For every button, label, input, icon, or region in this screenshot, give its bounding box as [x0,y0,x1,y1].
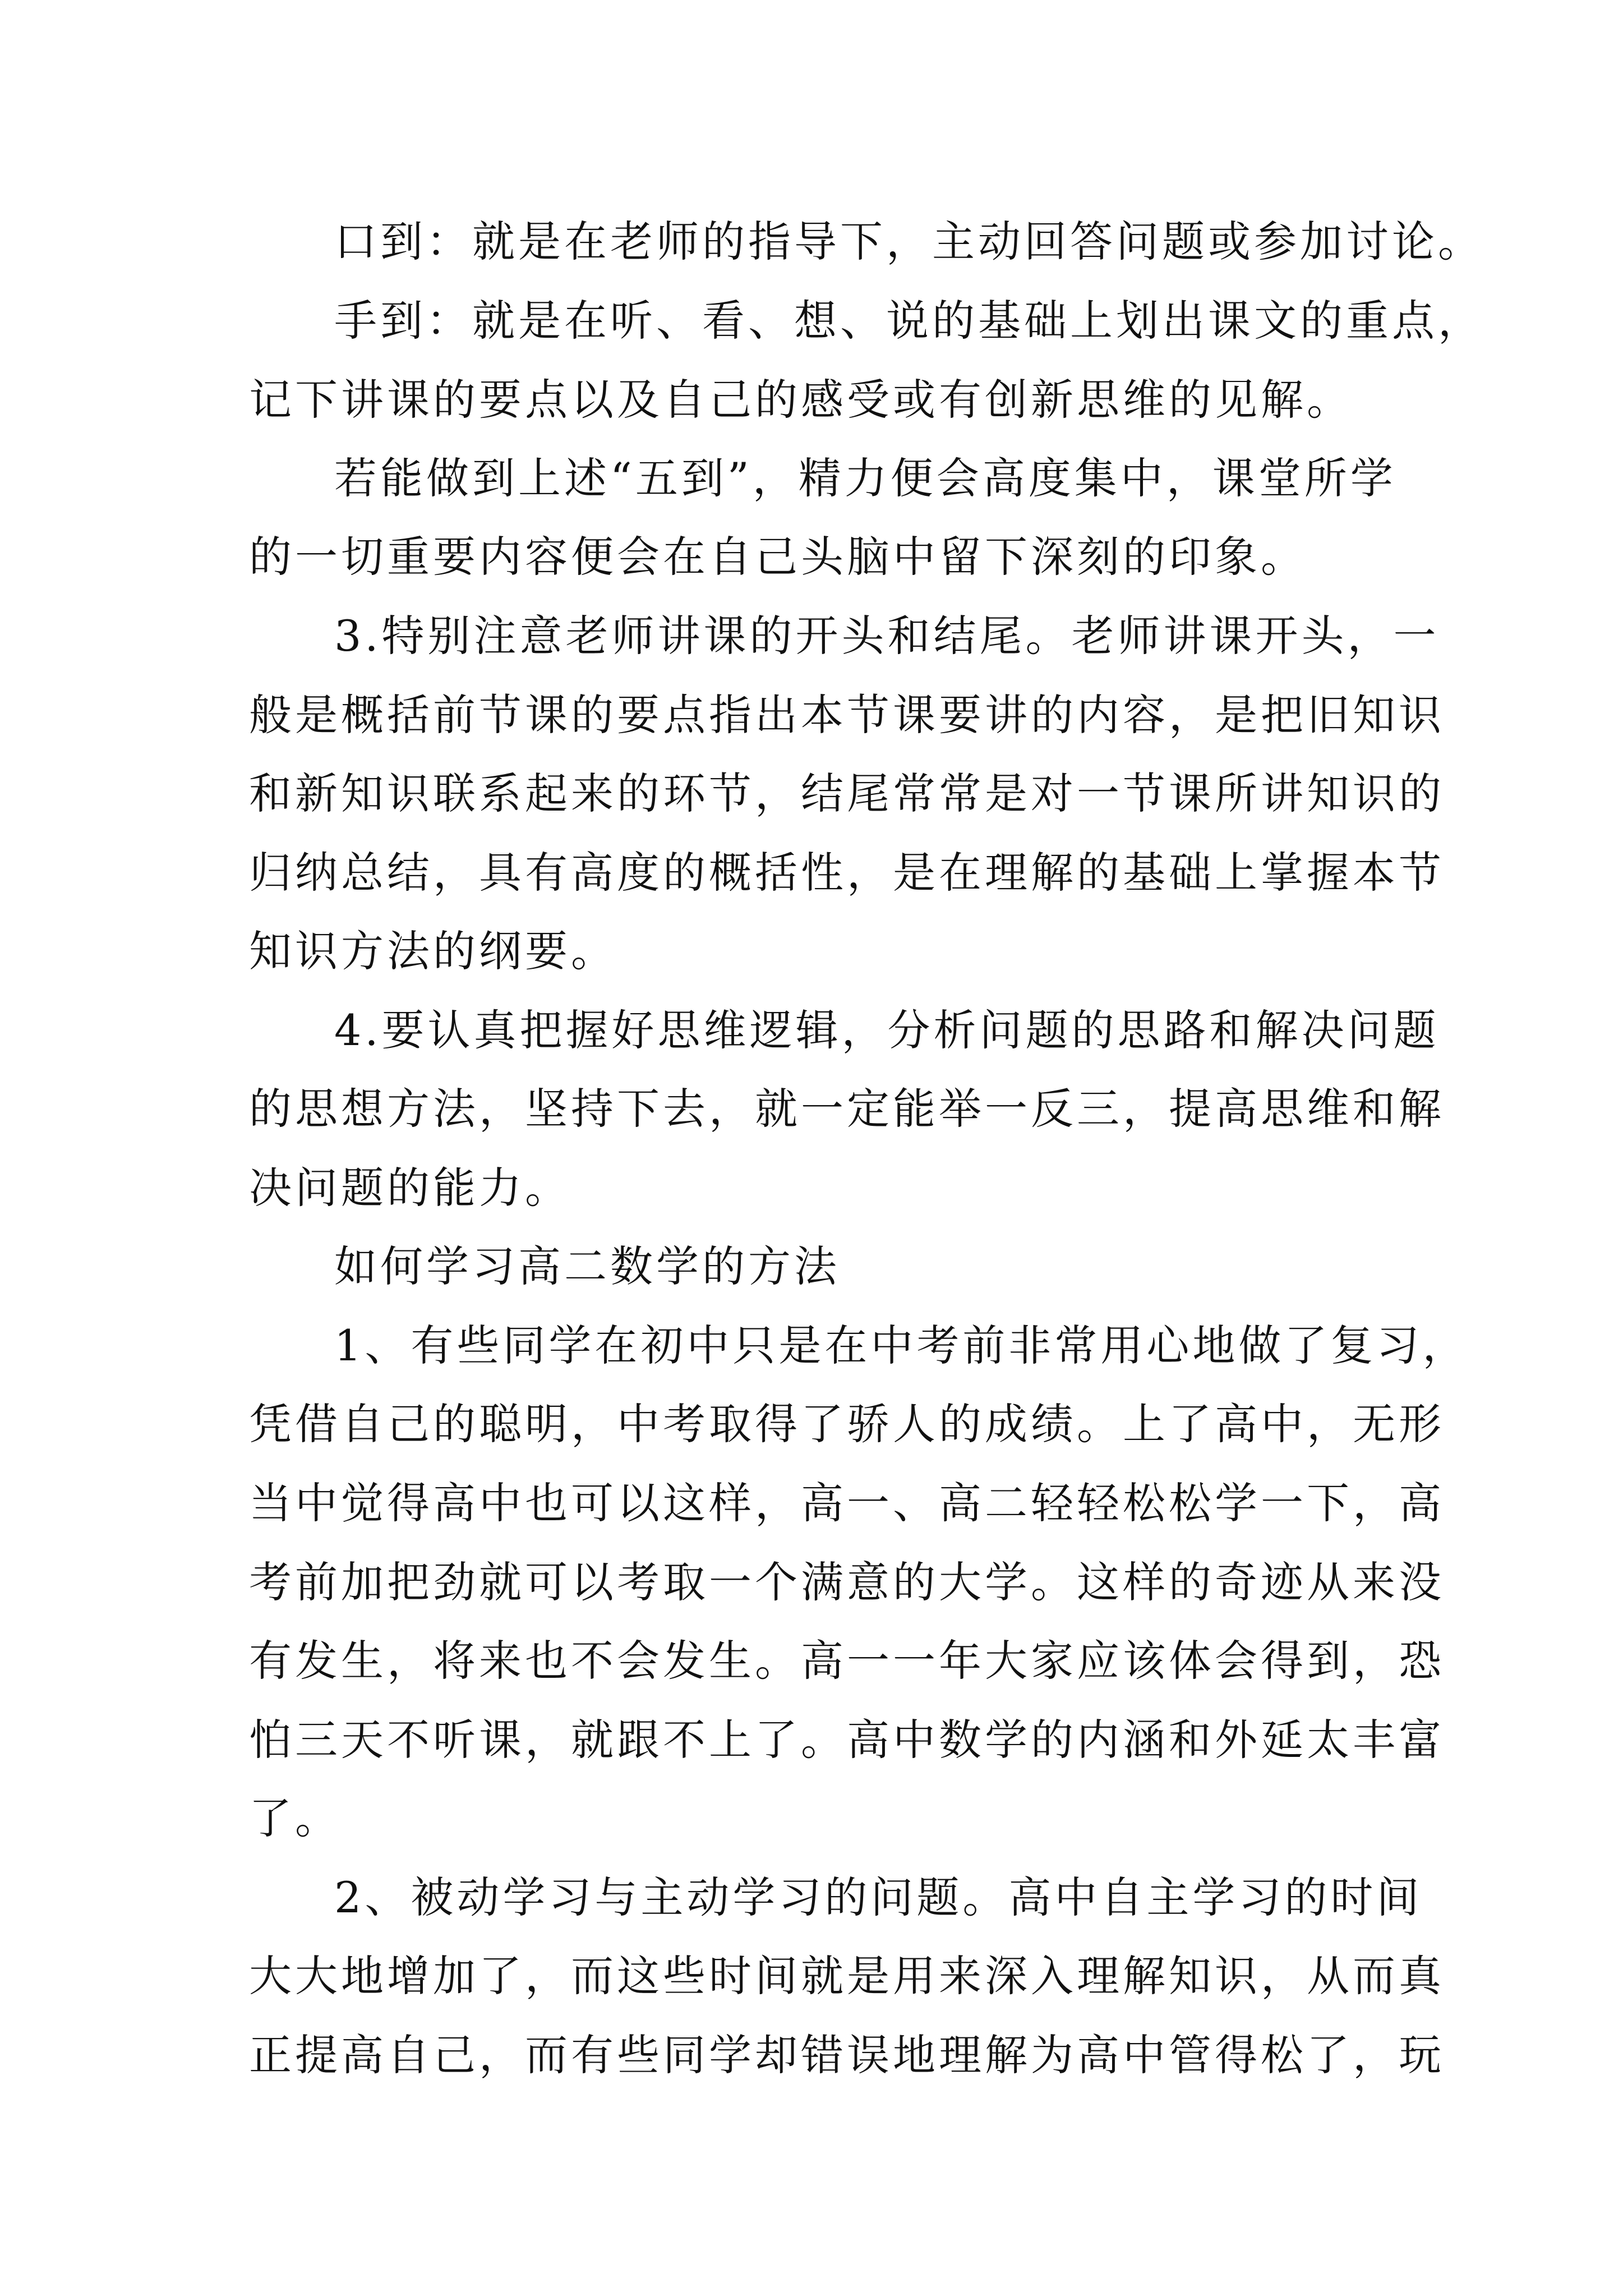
paragraph-line: 手到：就是在听、看、想、说的基础上划出课文的重点， [334,296,1484,346]
section-heading: 如何学习高二数学的方法 [334,1241,840,1291]
paragraph-line: 的思想方法，坚持下去，就一定能举一反三，提高思维和解 [249,1084,1445,1134]
paragraph-line: 考前加把劲就可以考取一个满意的大学。这样的奇迹从来没 [249,1557,1445,1607]
paragraph-line: 正提高自己，而有些同学却错误地理解为高中管得松了，玩 [249,2030,1445,2080]
paragraph-line: 大大地增加了，而这些时间就是用来深入理解知识，从而真 [249,1951,1445,2001]
paragraph-line: 的一切重要内容便会在自己头脑中留下深刻的印象。 [249,532,1307,582]
paragraph-line: 当中觉得高中也可以这样，高一、高二轻轻松松学一下，高 [249,1478,1445,1528]
paragraph-line: 怕三天不听课，就跟不上了。高中数学的内涵和外延太丰富 [249,1715,1445,1765]
paragraph-line: 般是概括前节课的要点指出本节课要讲的内容，是把旧知识 [249,690,1445,740]
paragraph-line: 知识方法的纲要。 [249,926,617,976]
paragraph-line: 了。 [249,1793,341,1843]
paragraph-line: 归纳总结，具有高度的概括性，是在理解的基础上掌握本节 [249,848,1445,898]
paragraph-line: 1、有些同学在初中只是在中考前非常用心地做了复习， [334,1320,1469,1370]
paragraph-line: 凭借自己的聪明，中考取得了骄人的成绩。上了高中，无形 [249,1399,1445,1449]
paragraph-line: 和新知识联系起来的环节，结尾常常是对一节课所讲知识的 [249,769,1445,818]
paragraph-line: 决问题的能力。 [249,1163,571,1213]
paragraph-line: 2、被动学习与主动学习的问题。高中自主学习的时间 [334,1872,1423,1922]
paragraph-line: 4.要认真把握好思维逻辑，分析问题的思路和解决问题 [334,1005,1440,1055]
paragraph-line: 有发生，将来也不会发生。高一一年大家应该体会得到，恐 [249,1636,1445,1686]
paragraph-line: 记下讲课的要点以及自己的感受或有创新思维的见解。 [249,375,1353,425]
paragraph-line: 若能做到上述“五到”，精力便会高度集中，课堂所学 [334,453,1396,503]
paragraph-line: 3.特别注意老师讲课的开头和结尾。老师讲课开头，一 [334,611,1440,661]
paragraph-line: 口到：就是在老师的指导下，主动回答问题或参加讨论。 [334,217,1484,266]
